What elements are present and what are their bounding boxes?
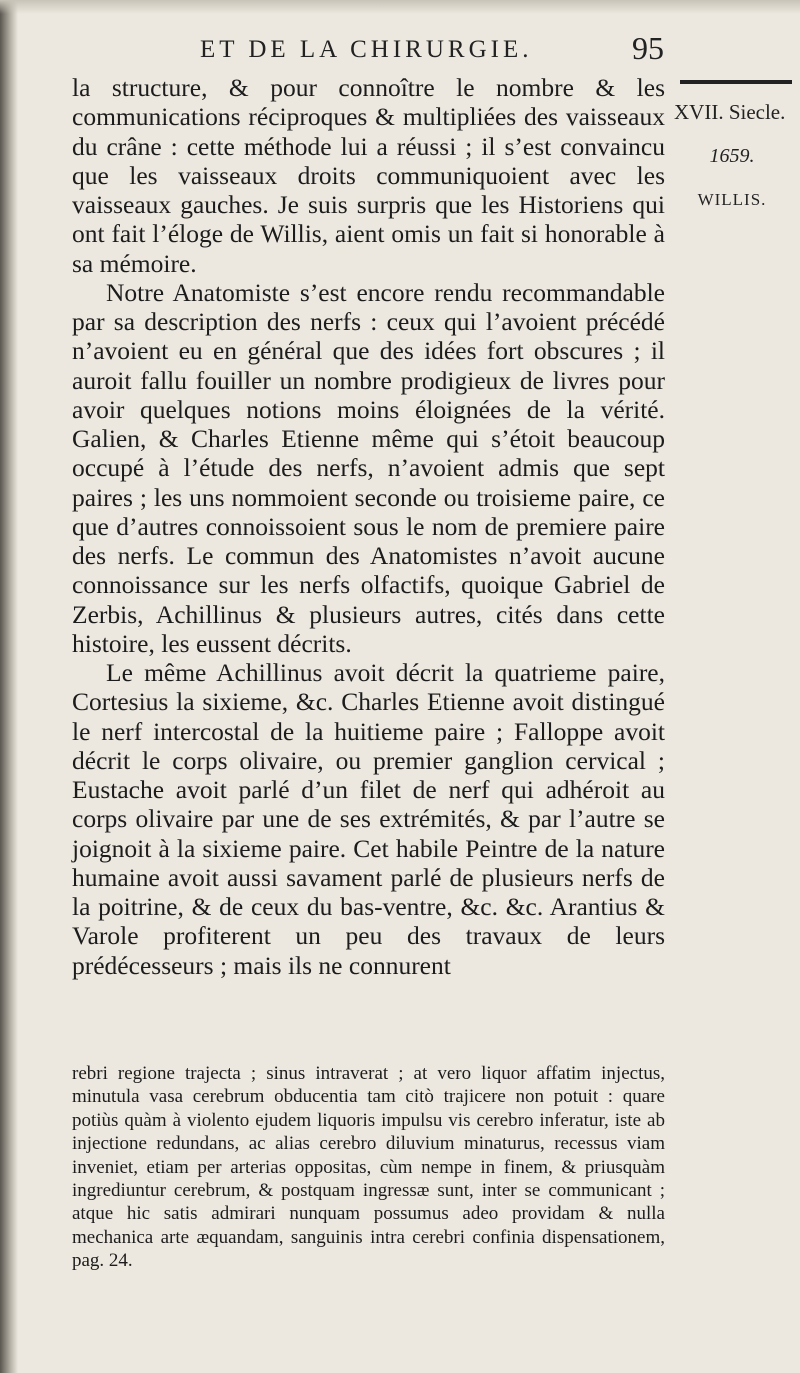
margin-notes <box>668 90 796 222</box>
paragraph: la structure, & pour connoître le nombre & les communications réciproques & multipliées des vaisseaux du crâne : cette méthode lui a réussi ; il s’est convaincu que les vaisseaux droits communiquoient avec les vaisseaux gauches. Je suis surpris que les Historiens qui ont fait l’éloge de Willis, aient omis un fait si honorable à sa mémoire. <box>72 73 665 278</box>
paragraph: Notre Anatomiste s’est encore rendu recommandable par sa description des nerfs : ceux qui l’avoient précédé n’avoient eu en général que des idées fort obscures ; il auroit fallu fouiller un nombre prodigieux de livres pour avoir quelques notions moins éloignées de la vérité. Galien, & Charles Etienne même qui s’étoit beaucoup occupé à l’étude des nerfs, n’avoient admis que sept paires ; les uns nommoient seconde ou troisieme paire, ce que d’autres connoissoient sous le nom de premiere paire des nerfs. Le commun des Anatomistes n’avoit aucune connoissance sur les nerfs olfactifs, quoique Gabriel de Zerbis, Achillinus & plusieurs autres, cités dans cette histoire, les eussent décrits. <box>72 277 665 658</box>
page-number: 95 <box>632 30 664 66</box>
margin-year: 1659. <box>709 145 755 167</box>
margin-rule <box>680 80 792 84</box>
footnote-text: rebri regione trajecta ; sinus intraverat ; at vero liquor affatim injectus, minutula vasa cerebrum obducentia tam citò trajicere non potuit : quare potiùs quàm à violento ejudem liquoris impulsu vis cerebro inferatur, iste ab injectione redundans, ac alias cerebro diluvium minaturus, recessus viam inveniet, etiam per arterias oppositas, cùm nempe in finem, & priusquàm ingrediuntur cerebrum, & postquam ingressæ sunt, inter se communicant ; atque hic satis admirari nunquam possumus adeo providam & nulla mechanica arte æquandam, sanguinis intra cerebri confinia dispensationem, pag. 24. <box>72 1063 665 1272</box>
running-head: ET DE LA CHIRURGIE. <box>200 36 533 63</box>
paragraph: Le même Achillinus avoit décrit la quatrieme paire, Cortesius la sixieme, &c. Charles Etienne avoit distingué le nerf intercostal de la huitieme paire ; Falloppe avoit décrit le corps olivaire, ou premier ganglion cervical ; Eustache avoit parlé d’un filet de nerf qui adhéroit au corps olivaire par une de ses extrémités, & par l’autre se joignoit à la sixieme paire. Cet habile Peintre de la nature humaine avoit aussi savament parlé de plusieurs nerfs de la poitrine, & de ceux du bas-ventre, &c. &c. Arantius & Varole profiterent un peu des travaux de leurs prédécesseurs ; mais ils ne connurent <box>72 658 665 980</box>
main-text <box>72 73 665 980</box>
margin-author: WILLIS. <box>697 190 767 209</box>
footnote <box>72 1062 665 1273</box>
margin-century: XVII. Siecle. <box>674 100 786 124</box>
page-header <box>200 30 670 70</box>
